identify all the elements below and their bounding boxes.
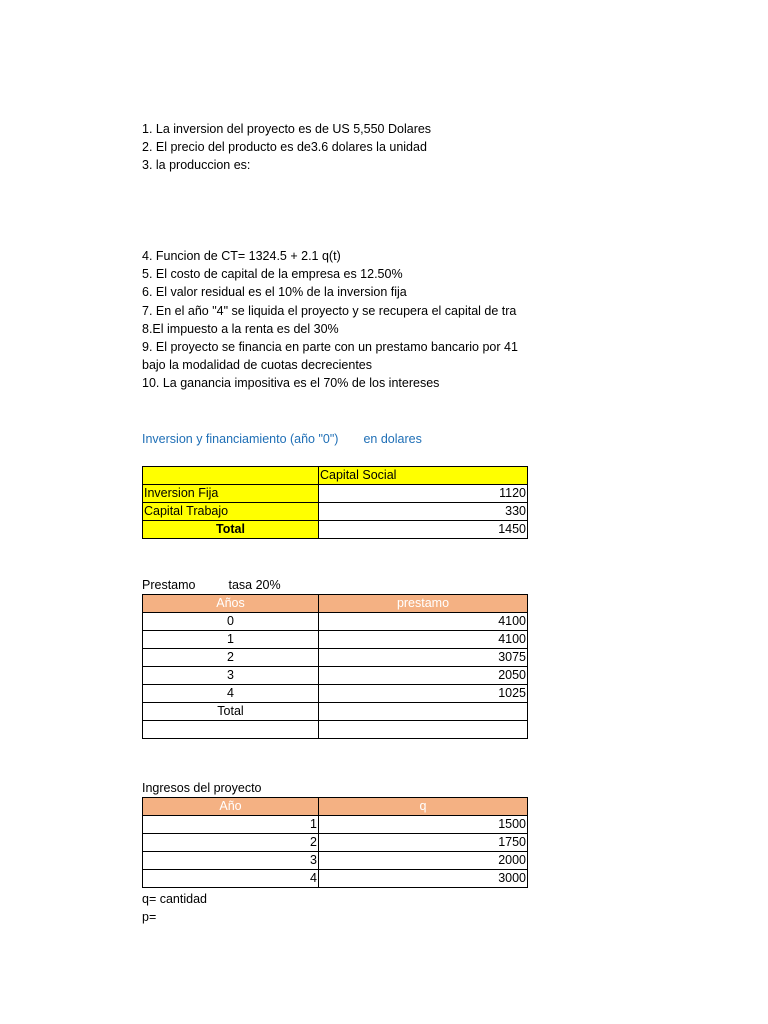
row-label[interactable]: Capital Trabajo (143, 503, 319, 521)
year-cell[interactable]: 4 (143, 870, 319, 888)
table-row (143, 649, 528, 667)
year-cell[interactable]: 2 (143, 834, 319, 852)
table-row (143, 816, 528, 834)
table-row (143, 721, 528, 739)
inversion-title-text: Inversion y financiamiento (año "0") (142, 432, 339, 446)
notes-bottom (142, 247, 528, 393)
table-row (143, 685, 528, 703)
table-row (143, 467, 528, 485)
year-cell[interactable]: 1 (143, 631, 319, 649)
table-row (143, 870, 528, 888)
note-line: bajo la modalidad de cuotas decrecientes (142, 358, 373, 373)
year-cell[interactable]: Total (143, 703, 319, 721)
year-cell[interactable]: 3 (143, 667, 319, 685)
table-header-row (143, 798, 528, 816)
loan-cell[interactable]: 1025 (319, 685, 528, 703)
loan-cell[interactable]: 4100 (319, 631, 528, 649)
table-cell[interactable] (143, 467, 319, 485)
note-line: 7. En el año "4" se liquida el proyecto y se recupera el capital de tra (142, 303, 517, 318)
prestamo-title-text: Prestamo (142, 578, 196, 592)
note-line: 3. la produccion es: (142, 158, 251, 173)
note-line: 2. El precio del producto es de3.6 dolares la unidad (142, 140, 427, 155)
year-cell[interactable]: 1 (143, 816, 319, 834)
table-row (143, 852, 528, 870)
column-header-years[interactable]: Años (143, 595, 319, 613)
loan-cell[interactable]: 4100 (319, 613, 528, 631)
prestamo-table (142, 594, 528, 739)
legend-p: p= (142, 910, 157, 924)
row-label[interactable]: Total (143, 521, 319, 539)
year-cell[interactable]: 4 (143, 685, 319, 703)
inversion-table (142, 466, 528, 539)
note-line: 9. El proyecto se financia en parte con un prestamo bancario por 41 (142, 339, 518, 354)
table-row (143, 703, 528, 721)
row-label[interactable]: Inversion Fija (143, 485, 319, 503)
table-row (143, 485, 528, 503)
ingresos-title: Ingresos del proyecto (142, 781, 262, 795)
table-row (143, 521, 528, 539)
ingresos-table (142, 797, 528, 888)
table-row (143, 631, 528, 649)
note-line: 8.El impuesto a la renta es del 30% (142, 321, 339, 336)
inversion-unit: en dolares (363, 432, 422, 446)
note-line: 4. Funcion de CT= 1324.5 + 2.1 q(t) (142, 249, 341, 263)
year-cell[interactable]: 3 (143, 852, 319, 870)
row-value[interactable]: 330 (319, 503, 528, 521)
prestamo-title (142, 576, 281, 594)
column-header-loan[interactable]: prestamo (319, 595, 528, 613)
loan-cell[interactable]: 3075 (319, 649, 528, 667)
row-value[interactable]: 1450 (319, 521, 528, 539)
inversion-title (142, 430, 422, 448)
year-cell[interactable]: 0 (143, 613, 319, 631)
row-value[interactable]: 1120 (319, 485, 528, 503)
note-line: 6. El valor residual es el 10% de la inversion fija (142, 285, 407, 300)
table-row (143, 834, 528, 852)
loan-cell[interactable] (319, 721, 528, 739)
column-header-year[interactable]: Año (143, 798, 319, 816)
prestamo-rate: tasa 20% (228, 578, 281, 592)
table-row (143, 503, 528, 521)
q-cell[interactable]: 3000 (319, 870, 528, 888)
q-cell[interactable]: 1500 (319, 816, 528, 834)
year-cell[interactable]: 2 (143, 649, 319, 667)
column-header-q[interactable]: q (319, 798, 528, 816)
table-row (143, 613, 528, 631)
year-cell[interactable] (143, 721, 319, 739)
table-header-row (143, 595, 528, 613)
loan-cell[interactable] (319, 703, 528, 721)
table-row (143, 667, 528, 685)
loan-cell[interactable]: 2050 (319, 667, 528, 685)
legend-q: q= cantidad (142, 892, 207, 906)
q-cell[interactable]: 2000 (319, 852, 528, 870)
note-line: 5. El costo de capital de la empresa es 12.50% (142, 267, 403, 282)
notes-top (142, 120, 528, 175)
note-line: 1. La inversion del proyecto es de US 5,550 Dolares (142, 122, 432, 136)
q-cell[interactable]: 1750 (319, 834, 528, 852)
note-line: 10. La ganancia impositiva es el 70% de los intereses (142, 376, 440, 391)
capital-social-header[interactable]: Capital Social (319, 467, 528, 485)
